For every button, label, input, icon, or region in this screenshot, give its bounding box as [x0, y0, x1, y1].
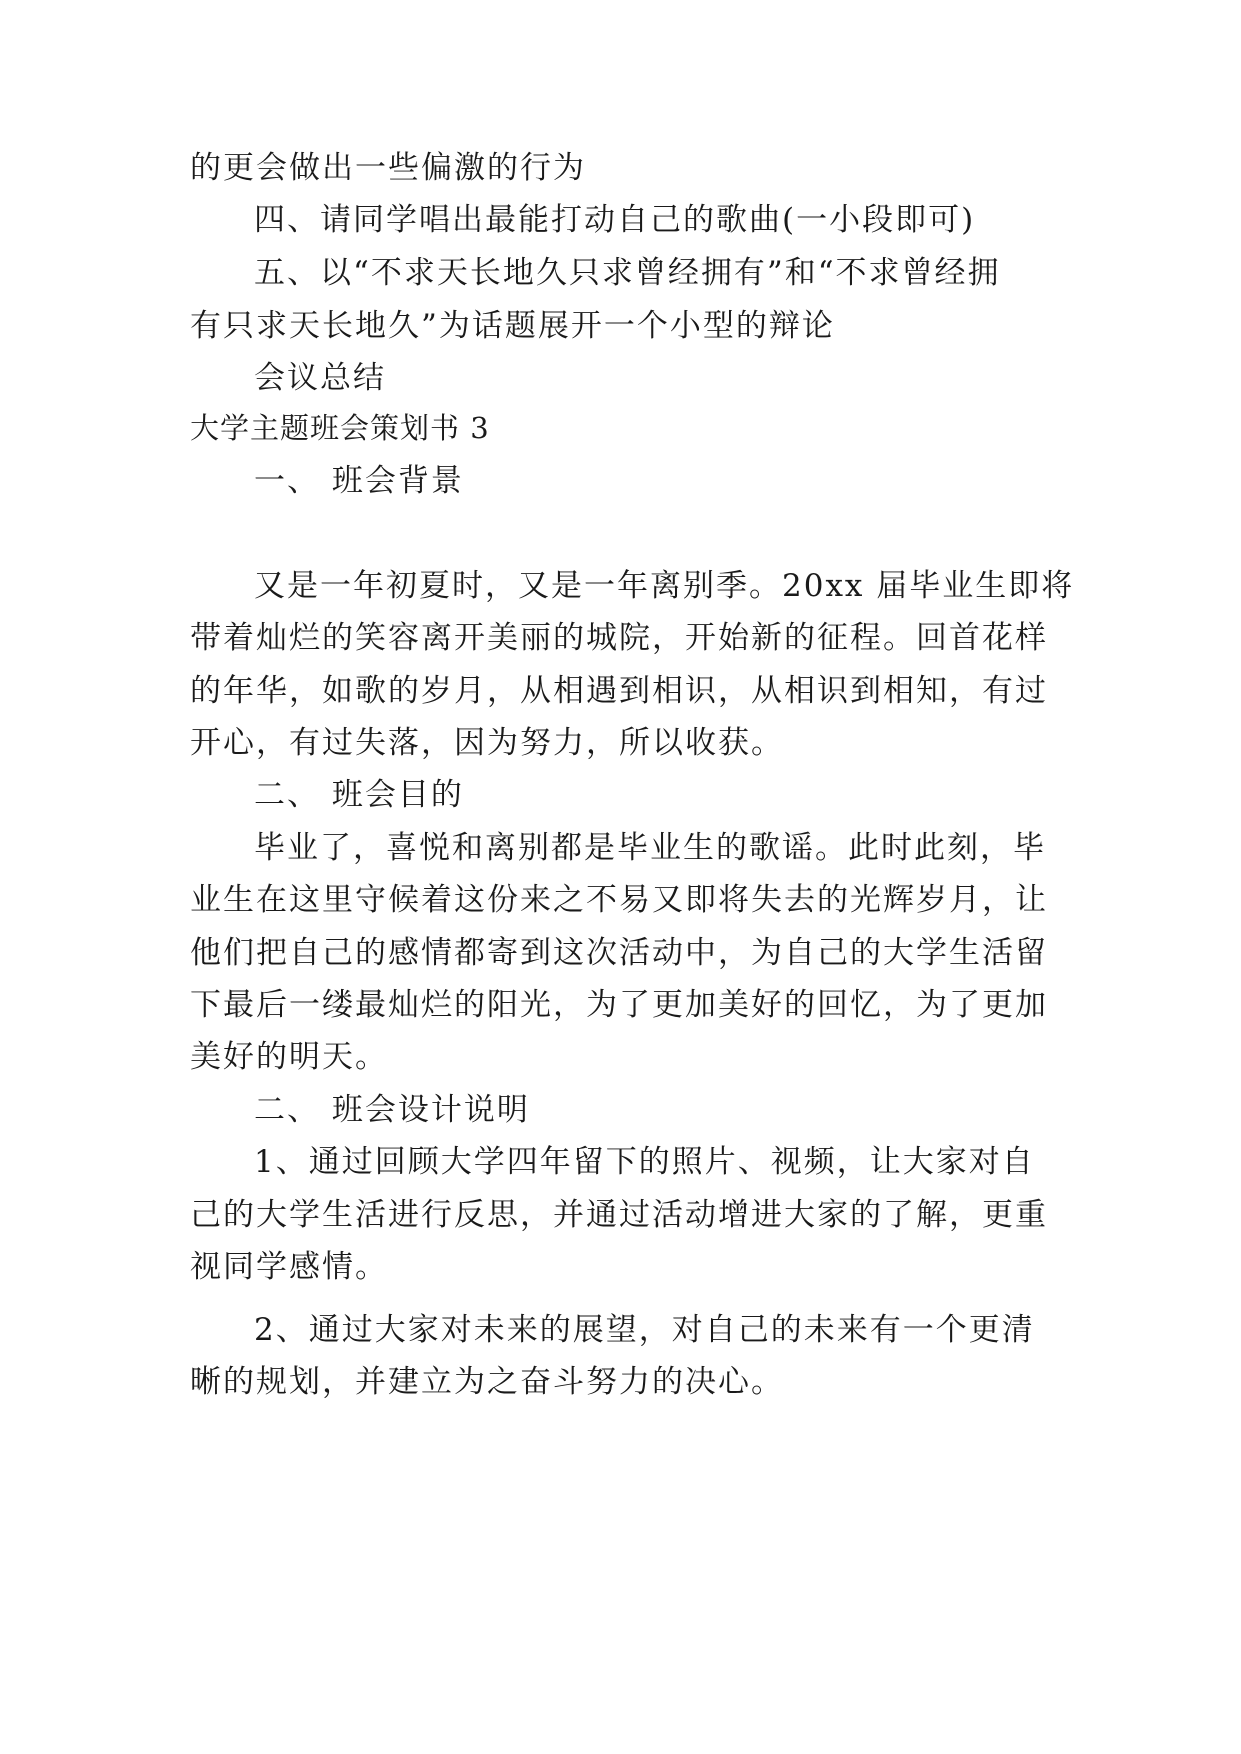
paragraph-line: 2、通过大家对未来的展望，对自己的未来有一个更清 [254, 1312, 1035, 1348]
paragraph-line: 己的大学生活进行反思，并通过活动增进大家的了解，更重 [190, 1197, 1048, 1233]
paragraph-line: 美好的明天。 [190, 1039, 388, 1075]
section-heading: 二、 班会目的 [254, 777, 464, 813]
document-title: 大学主题班会策划书 3 [190, 411, 490, 445]
section-heading: 二、 班会设计说明 [254, 1092, 530, 1128]
paragraph-line: 的年华，如歌的岁月，从相遇到相识，从相识到相知，有过 [190, 673, 1048, 709]
paragraph-line: 毕业了，喜悦和离别都是毕业生的歌谣。此时此刻，毕 [254, 830, 1046, 866]
list-item: 四、请同学唱出最能打动自己的歌曲(一小段即可) [254, 202, 976, 238]
paragraph-line: 视同学感情。 [190, 1249, 388, 1285]
list-item: 五、以“不求天长地久只求曾经拥有”和“不求曾经拥 [254, 255, 1001, 291]
body-line: 的更会做出一些偏激的行为 [190, 150, 586, 186]
section-heading: 会议总结 [254, 360, 386, 396]
paragraph-line: 业生在这里守候着这份来之不易又即将失去的光辉岁月，让 [190, 882, 1048, 918]
paragraph-line: 他们把自己的感情都寄到这次活动中，为自己的大学生活留 [190, 935, 1048, 971]
paragraph-line: 1、通过回顾大学四年留下的照片、视频，让大家对自 [254, 1144, 1035, 1180]
paragraph-line: 晰的规划，并建立为之奋斗努力的决心。 [190, 1364, 784, 1400]
body-line: 有只求天长地久”为话题展开一个小型的辩论 [190, 308, 835, 344]
paragraph-line: 开心，有过失落，因为努力，所以收获。 [190, 725, 784, 761]
paragraph-line: 又是一年初夏时，又是一年离别季。20xx 届毕业生即将 [254, 568, 1075, 604]
paragraph-line: 带着灿烂的笑容离开美丽的城院，开始新的征程。回首花样 [190, 620, 1048, 656]
paragraph-line: 下最后一缕最灿烂的阳光，为了更加美好的回忆，为了更加 [190, 987, 1048, 1023]
section-heading: 一、 班会背景 [254, 463, 464, 499]
